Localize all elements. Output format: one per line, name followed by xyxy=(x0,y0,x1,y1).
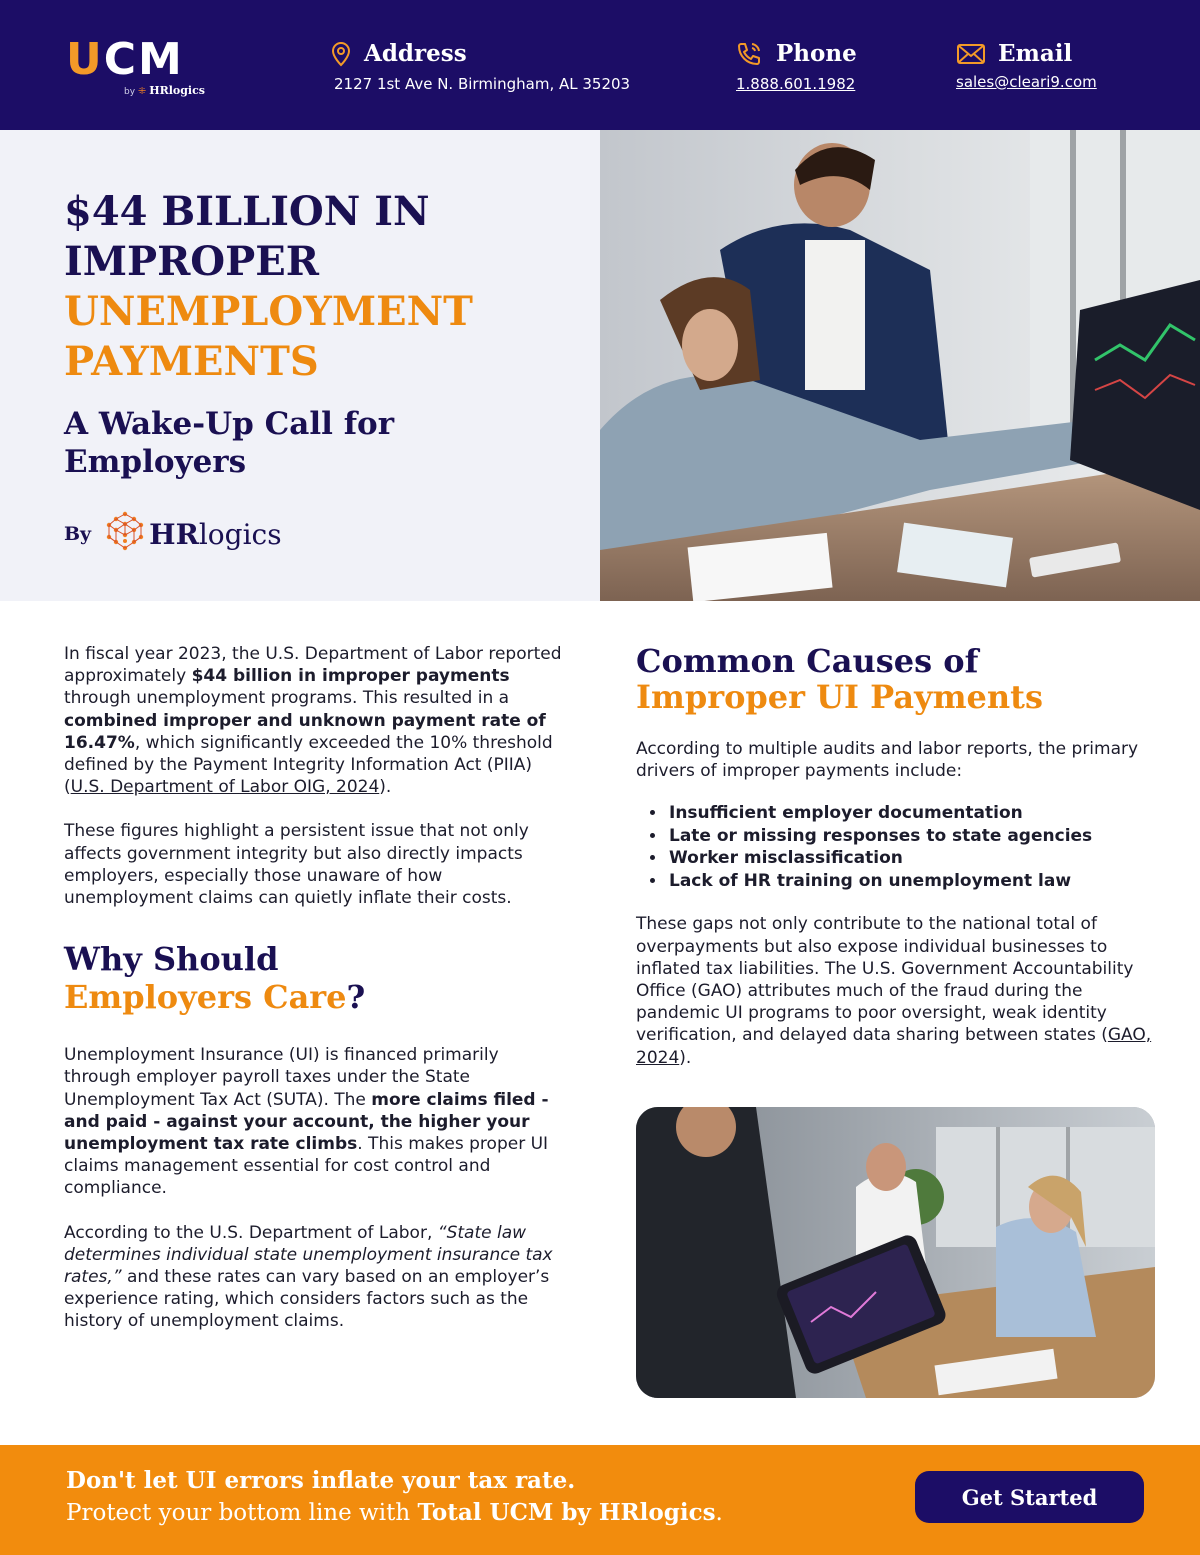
logo-by-text: by xyxy=(124,87,136,97)
ui-financing-paragraph xyxy=(64,1044,564,1199)
cta-subline-text: Protect your bottom line with xyxy=(66,1500,418,1526)
hrlogics-logo[interactable] xyxy=(105,510,281,558)
title-line-4: PAYMENTS xyxy=(64,338,319,385)
ucm-logo[interactable] xyxy=(66,34,211,98)
cta-subline-bold: Total UCM by HRlogics xyxy=(417,1499,716,1526)
logo-brand-text: HRlogics xyxy=(149,84,205,97)
quote-text-2: and these rates can vary based on an employer’s experience rating, which considers factors such as the history of unemployment claims. xyxy=(64,1267,550,1332)
intro-text-1: In fiscal year 2023, the U.S. Department of Labor reported approximately xyxy=(64,644,562,687)
intro-text-3: , which significantly exceeded the 10% threshold defined by the Payment Integrity Information Act (PIIA) ( xyxy=(64,732,553,798)
address-value: 2127 1st Ave N. Birmingham, AL 35203 xyxy=(334,75,631,93)
hrlogics-wordmark xyxy=(149,518,281,551)
email-title: Email xyxy=(998,40,1073,67)
left-column xyxy=(64,643,564,1333)
ucm-logo-text: UCM xyxy=(66,34,184,85)
gaps-text-1: These gaps not only contribute to the national total of overpayments but also expose individual businesses to inflated tax liabilities. The U.S. Government Accountability Office (GAO) attributes much of the fraud during the pandemic UI programs to poor oversight, weak identity verification, and delayed data sharing between states ( xyxy=(636,914,1134,1046)
hero-photo-office-team xyxy=(600,130,1200,601)
gaps-text-2: ). xyxy=(679,1047,692,1068)
envelope-icon xyxy=(956,43,986,65)
meeting-photo-tablet xyxy=(636,1107,1155,1398)
common-causes-heading xyxy=(636,643,1156,715)
intro-bold-2: combined improper and unknown payment rate of 16.47% xyxy=(64,710,546,753)
contact-address xyxy=(330,40,630,93)
why-care-heading-part-3: ? xyxy=(346,978,366,1017)
list-item: • Worker misclassification xyxy=(667,847,1156,870)
by-label: By xyxy=(64,523,92,545)
why-care-heading-part-2: Employers Care xyxy=(64,978,347,1017)
quote-italic: “State law determines individual state unemployment insurance tax rates,” xyxy=(64,1222,553,1288)
cta-headline: Don't let UI errors inflate your tax rate. xyxy=(66,1467,576,1494)
map-pin-icon xyxy=(330,41,352,67)
why-care-heading-part-1: Why Should xyxy=(64,940,279,979)
intro-text-2: through unemployment programs. This resulted in a xyxy=(64,688,510,709)
cta-subline-period: . xyxy=(715,1500,723,1526)
hero-text-panel xyxy=(0,130,600,601)
byline xyxy=(64,510,282,558)
hrlogics-mark-icon: ⁜ xyxy=(137,86,147,97)
brand-logics: logics xyxy=(198,517,282,551)
hrlogics-hex-icon xyxy=(105,510,145,558)
cta-subline xyxy=(66,1499,723,1526)
title-line-1: $44 BILLION IN xyxy=(64,188,430,235)
email-link[interactable]: sales@cleari9.com xyxy=(956,73,1097,91)
quote-text-1: According to the U.S. Department of Labor, xyxy=(64,1222,438,1243)
ui-text-1: Unemployment Insurance (UI) is financed primarily through employer payroll taxes under the State Unemployment Tax Act (SUTA). The xyxy=(64,1045,499,1110)
dol-quote-paragraph xyxy=(64,1222,564,1333)
why-care-heading xyxy=(64,940,564,1016)
causes-intro-paragraph: According to multiple audits and labor reports, the primary drivers of improper payments include: xyxy=(636,739,1139,782)
phone-link[interactable]: 1.888.601.1982 xyxy=(736,75,856,93)
list-item: • Insufficient employer documentation xyxy=(667,802,1156,825)
causes-heading-part-1: Common Causes of xyxy=(636,642,979,680)
phone-icon xyxy=(736,41,764,67)
right-column xyxy=(636,643,1156,1069)
list-item: • Late or missing responses to state agencies xyxy=(667,825,1156,848)
figures-paragraph: These figures highlight a persistent issue that not only affects government integrity but also directly impacts employers, especially those unaware of how unemployment claims can quietly inflate their costs. xyxy=(64,821,529,909)
dol-oig-citation-link[interactable]: U.S. Department of Labor OIG, 2024 xyxy=(70,777,380,798)
ui-bold-1: more claims filed - and paid - against your account, the higher your unemployment tax rate climbs xyxy=(64,1089,549,1155)
ucm-logo-byline xyxy=(124,84,205,97)
causes-heading-part-2: Improper UI Payments xyxy=(636,678,1043,716)
cta-banner xyxy=(0,1445,1200,1555)
phone-title: Phone xyxy=(776,40,857,67)
intro-bold-1: $44 billion in improper payments xyxy=(191,666,510,687)
page-title xyxy=(64,187,584,387)
gao-citation-link[interactable]: GAO, 2024 xyxy=(636,1025,1152,1068)
intro-paragraph xyxy=(64,643,564,798)
page-subtitle: A Wake-Up Call for Employers xyxy=(64,406,395,480)
ui-text-2: . This makes proper UI claims management essential for cost control and compliance. xyxy=(64,1134,549,1199)
get-started-button[interactable]: Get Started xyxy=(915,1471,1144,1523)
address-title: Address xyxy=(364,40,467,67)
brand-hr: HR xyxy=(149,517,199,551)
contact-email xyxy=(956,40,1097,91)
title-line-2: IMPROPER xyxy=(64,238,319,285)
intro-text-4: ). xyxy=(379,777,392,798)
gaps-paragraph xyxy=(636,913,1156,1068)
title-line-3: UNEMPLOYMENT xyxy=(64,288,473,335)
list-item: • Lack of HR training on unemployment law xyxy=(667,870,1156,893)
contact-phone xyxy=(736,40,857,93)
causes-list xyxy=(667,802,1156,892)
top-header-bar xyxy=(0,0,1200,130)
